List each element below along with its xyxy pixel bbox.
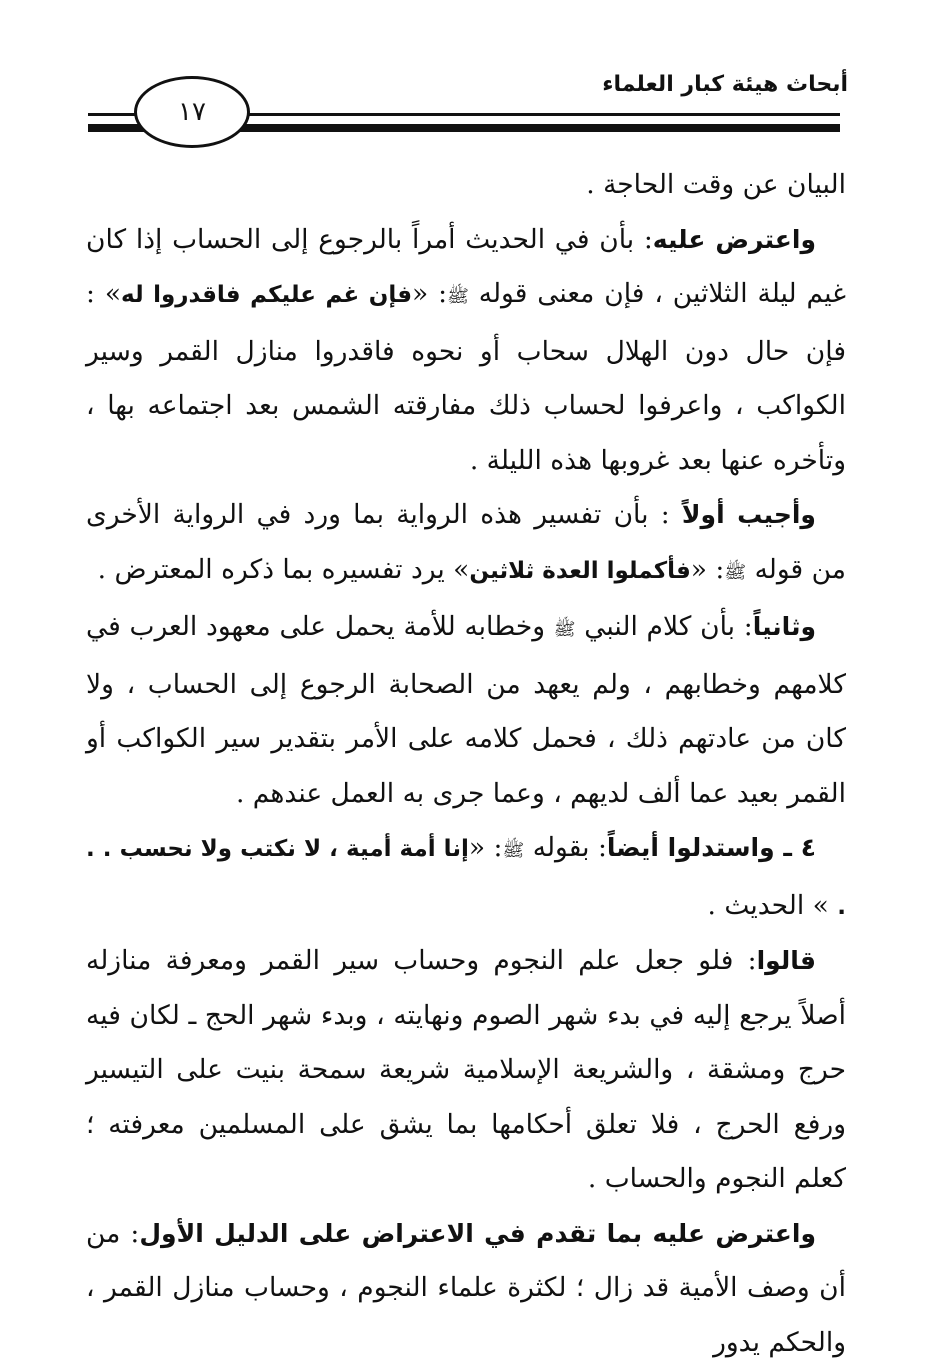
hadith-quote: فإن غم عليكم فاقدروا له: [121, 282, 412, 308]
lead-phrase: وثانياً: [753, 612, 816, 641]
paragraph-text: البيان عن وقت الحاجة .: [586, 169, 846, 200]
paragraph-text: » : فإن حال دون الهلال سحاب أو نحوه فاقدروا منازل القمر وسير الكواكب ، واعرفوا لحساب ذلك مفارقته الشمس بعد اجتماعه بها ، وتأخره عنها بعد غروبها هذه الليلة .: [86, 278, 846, 476]
lead-phrase: ٤ ـ واستدلوا أيضاً: [607, 833, 816, 862]
paragraph-text: » يرد تفسيره بما ذكره المعترض .: [98, 554, 470, 585]
paragraph-3: [86, 488, 846, 600]
paragraph-text: : بأن في الحديث أمراً بالرجوع إلى الحساب إذا كان غيم ليلة الثلاثين ، فإن معنى قوله: [86, 224, 846, 310]
paragraph-text: : فلو جعل علم النجوم وحساب سير القمر ومعرفة منازله أصلاً يرجع إليه في بدء شهر الصوم ونهايته ، وبدء شهر الحج ـ لكان فيه حرج ومشقة ، والشريعة الإسلامية شريعة سمحة بنيت على التيسير ورفع الحرج ، فلا تعلق أحكامها بما يشق على المسلمين معرفته ؛ كعلم النجوم والحساب .: [86, 945, 846, 1194]
lead-phrase: واعترض عليه: [653, 225, 816, 254]
paragraph-text: : بأن كلام النبي: [584, 611, 752, 642]
lead-phrase: قالوا: [757, 946, 816, 975]
paragraph-text: : «: [691, 554, 725, 585]
paragraph-1: [86, 158, 846, 213]
paragraph-text: : بقوله: [533, 832, 607, 863]
hadith-quote: إنا أمة أمية ، لا نكتب ولا نحسب . . .: [86, 836, 846, 920]
sallallah-glyph: ﷺ: [554, 619, 576, 640]
page-body: [86, 158, 846, 1358]
page-header: [0, 0, 928, 150]
paragraph-text: : بأن تفسير هذه الرواية بما ورد في الرواية الأخرى من قوله: [86, 499, 846, 585]
hadith-quote: فأكملوا العدة ثلاثين: [469, 558, 690, 584]
sallallah-glyph: ﷺ: [502, 840, 524, 861]
paragraph-text: : «: [469, 832, 503, 863]
paragraph-text: » الحديث .: [707, 890, 837, 921]
paragraph-6: [86, 934, 846, 1207]
paragraph-4: [86, 600, 846, 821]
running-title: أبحاث هيئة كبار العلماء: [602, 72, 848, 97]
sallallah-glyph: ﷺ: [724, 562, 746, 583]
page-number-oval: [134, 76, 250, 148]
sallallah-glyph: ﷺ: [447, 286, 469, 307]
paragraph-text: وخطابه للأمة يحمل على معهود العرب في كلامهم وخطابهم ، ولم يعهد من الصحابة الرجوع إلى الحساب ، ولا كان من عادتهم ذلك ، فحمل كلامه على الأمر بتقدير سير الكواكب أو القمر بعيد عما ألف لديهم ، وعما جرى به العمل عندهم .: [86, 611, 846, 809]
paragraph-2: [86, 213, 846, 489]
paragraph-text: : من أن وصف الأمية قد زال ؛ لكثرة علماء النجوم ، وحساب منازل القمر ، والحكم يدور: [86, 1218, 846, 1358]
page-number: ١٧: [178, 97, 206, 127]
lead-phrase: وأجيب أولاً: [682, 500, 816, 529]
lead-phrase: واعترض عليه بما تقدم في الاعتراض على الدليل الأول: [139, 1219, 816, 1248]
paragraph-text: : «: [412, 278, 447, 309]
paragraph-7: [86, 1207, 846, 1370]
paragraph-5: [86, 821, 846, 934]
